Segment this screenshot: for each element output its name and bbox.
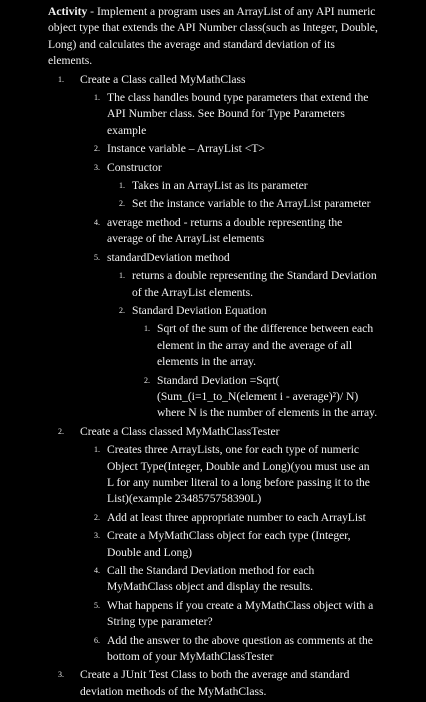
task-text: Create a Class called MyMathClass bbox=[80, 72, 246, 86]
subtask-number: 1. bbox=[94, 445, 100, 455]
detail-number: 1. bbox=[119, 271, 125, 281]
equation-item bbox=[144, 321, 378, 370]
detail-item bbox=[119, 196, 378, 212]
subtask-number: 6. bbox=[94, 635, 100, 645]
subtask-item bbox=[94, 633, 378, 666]
subtask-item bbox=[94, 528, 378, 561]
detail-item bbox=[119, 178, 378, 194]
subtask-text: Create a MyMathClass object for each type (Integer, Double and Long) bbox=[107, 529, 351, 559]
task-number: 2. bbox=[58, 426, 64, 436]
equation-text: Standard Deviation =Sqrt( (Sum_(i=1_to_N(element i - average)²)/ N) where N is the number of elements in the array. bbox=[157, 373, 378, 420]
detail-number: 2. bbox=[119, 199, 125, 209]
detail-item bbox=[119, 268, 378, 301]
task-item bbox=[58, 424, 378, 666]
subtask-item bbox=[94, 90, 378, 139]
subtask-item bbox=[94, 141, 378, 157]
subtask-item bbox=[94, 215, 378, 248]
subtask-item bbox=[94, 598, 378, 631]
detail-item bbox=[119, 303, 378, 422]
task-text: Create a JUnit Test Class to both the average and standard deviation methods of the MyMathClass. bbox=[80, 668, 350, 698]
subtask-item bbox=[94, 510, 378, 526]
task-item bbox=[58, 667, 378, 700]
subtask-number: 3. bbox=[94, 162, 100, 172]
subtask-number: 2. bbox=[94, 512, 100, 522]
task-text: Create a Class classed MyMathClassTester bbox=[80, 424, 280, 438]
intro-paragraph bbox=[48, 4, 378, 70]
subtask-text: average method - returns a double representing the average of the ArrayList elements bbox=[107, 215, 343, 246]
subtask-text: Instance variable – ArrayList <T> bbox=[107, 142, 265, 156]
intro-heading: Activity bbox=[48, 5, 88, 18]
subtask-text: Constructor bbox=[107, 160, 162, 174]
subtask-text: Add the answer to the above question as comments at the bottom of your MyMathClassTester bbox=[107, 633, 373, 664]
subtask-number: 3. bbox=[94, 531, 100, 541]
subtask-item bbox=[94, 563, 378, 596]
subtask-list bbox=[94, 90, 378, 422]
subtask-number: 4. bbox=[94, 566, 100, 575]
detail-text: Standard Deviation Equation bbox=[132, 303, 267, 317]
subtask-text: What happens if you create a MyMathClass object with a String type parameter? bbox=[107, 598, 374, 629]
subtask-number: 2. bbox=[94, 144, 100, 154]
subtask-number: 5. bbox=[94, 252, 100, 262]
equation-number: 1. bbox=[144, 324, 150, 334]
document bbox=[48, 4, 378, 702]
equation-number: 2. bbox=[144, 375, 150, 385]
equation-list bbox=[144, 321, 378, 421]
equation-text: Sqrt of the sum of the difference between each element in the array and the average of all elements in the array. bbox=[157, 322, 374, 369]
subtask-item bbox=[94, 250, 378, 422]
equation-item bbox=[144, 373, 378, 422]
subtask-item bbox=[94, 160, 378, 213]
subtask-list bbox=[94, 442, 378, 665]
detail-list bbox=[119, 268, 378, 422]
task-item bbox=[58, 72, 378, 422]
subtask-item bbox=[94, 442, 378, 508]
subtask-text: standardDeviation method bbox=[107, 250, 230, 264]
subtask-text: Call the Standard Deviation method for each MyMathClass object and display the results. bbox=[107, 564, 315, 594]
subtask-number: 5. bbox=[94, 600, 100, 610]
subtask-text: The class handles bound type parameters that extend the API Number class. See Bound for Type Parameters example bbox=[107, 91, 369, 137]
subtask-number: 4. bbox=[94, 217, 100, 227]
task-number: 3. bbox=[58, 670, 64, 680]
subtask-text: Add at least three appropriate number to each ArrayList bbox=[107, 510, 366, 524]
subtask-text: Creates three ArrayLists, one for each type of numeric Object Type(Integer, Double and Long)(you must use an L for any number literal to a long before passing it to the List)(example 2348575758390L) bbox=[107, 443, 370, 506]
task-number: 1. bbox=[58, 74, 64, 84]
detail-text: Set the instance variable to the ArrayList parameter bbox=[132, 197, 371, 211]
intro-text: - Implement a program uses an ArrayList of any API numeric object type that extends the API Number class(such as Integer, Double, Long) and calculates the average and standard deviation of its elements. bbox=[48, 5, 378, 68]
detail-list bbox=[119, 178, 378, 213]
detail-text: Takes in an ArrayList as its parameter bbox=[132, 179, 308, 193]
subtask-number: 1. bbox=[94, 93, 100, 103]
detail-text: returns a double representing the Standard Deviation of the ArrayList elements. bbox=[132, 269, 377, 299]
task-list bbox=[48, 72, 378, 701]
detail-number: 2. bbox=[119, 305, 125, 315]
detail-number: 1. bbox=[119, 181, 125, 191]
